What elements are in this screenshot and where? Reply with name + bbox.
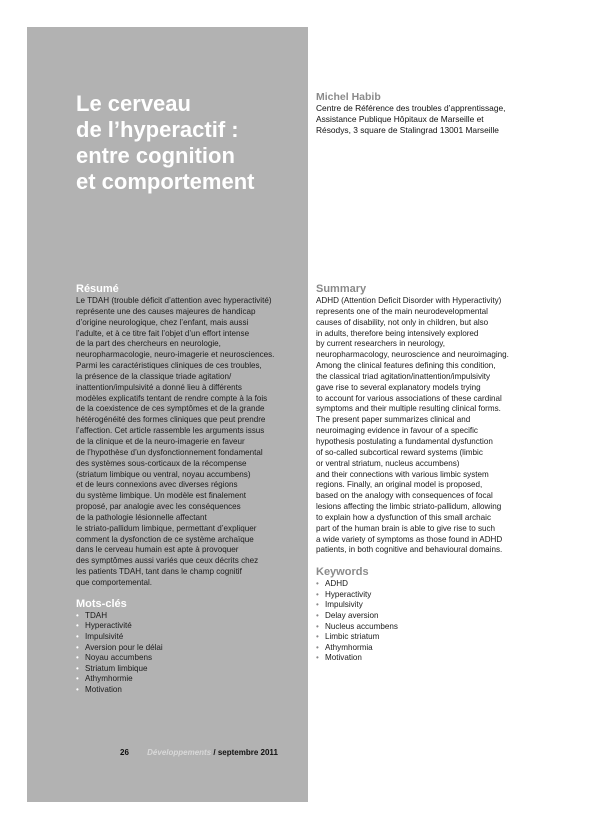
title-line: de l’hyperactif : [76, 117, 239, 142]
title-line: Le cerveau [76, 91, 191, 116]
keyword-label: Hyperactivité [85, 621, 132, 631]
keyword-label: Motivation [85, 684, 122, 694]
mots-cles-list [76, 611, 301, 696]
resume-line: la présence de la classique triade agitation/ [76, 371, 232, 381]
keyword-item [316, 632, 586, 643]
keywords-heading: Keywords [316, 566, 369, 579]
resume-line: comment la dysfonction de ce système archaïque [76, 534, 254, 544]
title-line: entre cognition [76, 143, 235, 168]
bullet-icon: • [316, 589, 319, 599]
resume-text [76, 296, 301, 589]
keyword-label: Athymhormia [325, 642, 373, 652]
summary-line: The present paper summarizes clinical and [316, 415, 471, 425]
resume-line: du système limbique. Un modèle est finalement [76, 491, 247, 501]
bullet-icon: • [316, 642, 319, 652]
summary-line: Among the clinical features defining this condition, [316, 361, 496, 371]
resume-line: (striatum limbique ou ventral, noyau accumbens) [76, 469, 251, 479]
keyword-label: Motivation [325, 653, 362, 663]
resume-line: neuropharmacologie, neuro-imagerie et neurosciences. [76, 350, 275, 360]
author-name: Michel Habib [316, 91, 381, 103]
summary-line: the classical triad agitation/inattention/impulsivity [316, 371, 491, 381]
summary-line: by current researchers in neurology, [316, 339, 445, 349]
keyword-item [316, 590, 586, 601]
affiliation-line: Centre de Référence des troubles d’apprentissage, [316, 103, 506, 113]
keyword-item [76, 632, 301, 643]
affiliation-line: Assistance Publique Hôpitaux de Marseille et [316, 114, 484, 125]
summary-line: in adults, therefore being intensively explored [316, 328, 479, 338]
summary-line: causes of disability, not only in children, but also [316, 317, 489, 327]
summary-line: patients, in both cognitive and behavioural domains. [316, 545, 503, 555]
summary-line: symptoms and their multiple resulting clinical forms. [316, 404, 501, 414]
summary-line: gave rise to several explanatory models trying [316, 382, 481, 392]
resume-line: modèles explicatifs tentant de rendre compte à la fois [76, 393, 268, 403]
summary-line: neuropharmacology, neuroscience and neuroimaging. [316, 350, 509, 360]
bullet-icon: • [76, 674, 79, 684]
resume-line: l’affection. Cet article rassemble les arguments issus [76, 426, 265, 436]
author-block [316, 91, 586, 137]
keyword-item [316, 600, 586, 611]
keyword-item [76, 611, 301, 622]
keyword-label: ADHD [325, 579, 348, 589]
resume-column [76, 283, 301, 696]
summary-line: hypothesis postulating a fundamental dysfunction [316, 436, 493, 446]
bullet-icon: • [76, 631, 79, 641]
keyword-label: Impulsivité [85, 631, 124, 641]
summary-line: lesions affecting the limbic striato-pallidum, allowing [316, 502, 502, 512]
bullet-icon: • [76, 642, 79, 652]
resume-line: de la clinique et de la neuro-imagerie en faveur [76, 436, 245, 446]
article-title [76, 91, 301, 195]
keyword-item [76, 685, 301, 696]
summary-line: a wide variety of symptoms as those found in ADHD [316, 534, 503, 544]
keyword-label: TDAH [85, 610, 108, 620]
summary-line: of so-called subcortical reward systems (limbic [316, 447, 483, 457]
resume-heading: Résumé [76, 283, 119, 295]
resume-line: de l’hypothèse d’un dysfonctionnement fondamental [76, 447, 263, 457]
keyword-item [316, 622, 586, 633]
keyword-label: Impulsivity [325, 600, 363, 610]
affiliation-line: Résodys, 3 square de Stalingrad 13001 Marseille [316, 125, 499, 136]
summary-line: regions. Finally, an original model is proposed, [316, 480, 483, 490]
bullet-icon: • [76, 684, 79, 694]
resume-line: et de leurs connexions avec diverses régions [76, 480, 238, 490]
resume-line: inattention/impulsivité a donné lieu à différents [76, 382, 242, 392]
bullet-icon: • [316, 611, 319, 621]
resume-line: d’origine neurologique, chez l’enfant, mais aussi [76, 317, 249, 327]
summary-line: based on the analogy with consequences of focal [316, 491, 493, 501]
summary-line: or ventral striatum, nucleus accumbens) [316, 458, 460, 468]
resume-line: des systèmes sous-corticaux de la récompense [76, 458, 247, 468]
keyword-item [316, 653, 586, 664]
bullet-icon: • [316, 600, 319, 610]
title-line: et comportement [76, 169, 255, 194]
journal-name: Développements [147, 748, 212, 757]
summary-line: and their connections with various limbic system [316, 469, 489, 479]
bullet-icon: • [316, 621, 319, 631]
resume-line: représente une des causes majeures de handicap [76, 306, 256, 316]
resume-line: de la part des chercheurs en neurologie, [76, 339, 221, 349]
keyword-label: Delay aversion [325, 611, 379, 621]
summary-line: part of the human brain is able to give rise to such [316, 523, 496, 533]
journal-issue: / septembre 2011 [213, 748, 278, 757]
bullet-icon: • [76, 663, 79, 673]
keyword-item [76, 643, 301, 654]
keyword-item [76, 664, 301, 675]
page-footer [120, 748, 278, 757]
bullet-icon: • [316, 653, 319, 663]
resume-line: de la coexistence de ces symptômes et de la grande [76, 404, 265, 414]
resume-line: de la pathologie lésionnelle affectant [76, 512, 207, 522]
keyword-item [316, 579, 586, 590]
mots-cles-heading: Mots-clés [76, 597, 127, 610]
resume-line: que comportemental. [76, 577, 153, 587]
resume-line: proposé, par analogie avec les conséquences [76, 502, 241, 512]
summary-line: ADHD (Attention Deficit Disorder with Hyperactivity) [316, 296, 502, 305]
resume-line: Parmi les caractéristiques cliniques de ces troubles, [76, 361, 262, 371]
summary-column [316, 283, 586, 664]
keyword-label: Limbic striatum [325, 632, 380, 642]
summary-line: represents one of the main neurodevelopmental [316, 306, 488, 316]
keyword-label: Aversion pour le délai [85, 642, 163, 652]
resume-line: dans le cerveau humain est apte à provoquer [76, 545, 239, 555]
resume-line: Le TDAH (trouble déficit d’attention avec hyperactivité) [76, 296, 272, 305]
keywords-list [316, 579, 586, 664]
resume-line: des symptômes aussi variés que ceux décrits chez [76, 556, 259, 566]
keyword-label: Striatum limbique [85, 663, 148, 673]
keyword-label: Hyperactivity [325, 589, 372, 599]
summary-line: to explain how a dysfunction of this small archaic [316, 512, 492, 522]
keyword-item [76, 621, 301, 632]
keyword-item [76, 653, 301, 664]
bullet-icon: • [76, 653, 79, 663]
keyword-item [316, 611, 586, 622]
summary-line: to account for various associations of these cardinal [316, 393, 502, 403]
summary-heading: Summary [316, 283, 367, 295]
summary-text [316, 296, 586, 556]
page-number: 26 [120, 748, 129, 757]
bullet-icon: • [316, 579, 319, 589]
summary-line: neuroimaging evidence in favour of a specific [316, 426, 478, 436]
resume-line: le striato-pallidum limbique, permettant d’expliquer [76, 523, 257, 533]
keyword-label: Athymhormie [85, 674, 133, 684]
keyword-item [76, 674, 301, 685]
keyword-label: Noyau accumbens [85, 653, 153, 663]
bullet-icon: • [316, 632, 319, 642]
keyword-label: Nucleus accumbens [325, 621, 398, 631]
keywords-block [316, 566, 586, 664]
mots-cles-block [76, 598, 301, 696]
resume-line: les patients TDAH, tant dans le champ cognitif [76, 567, 242, 577]
resume-line: hétérogénéité des formes cliniques que peut prendre [76, 415, 266, 425]
bullet-icon: • [76, 610, 79, 620]
bullet-icon: • [76, 621, 79, 631]
resume-line: l’adulte, et à ce titre fait l’objet d’un effort intense [76, 328, 250, 338]
keyword-item [316, 643, 586, 654]
